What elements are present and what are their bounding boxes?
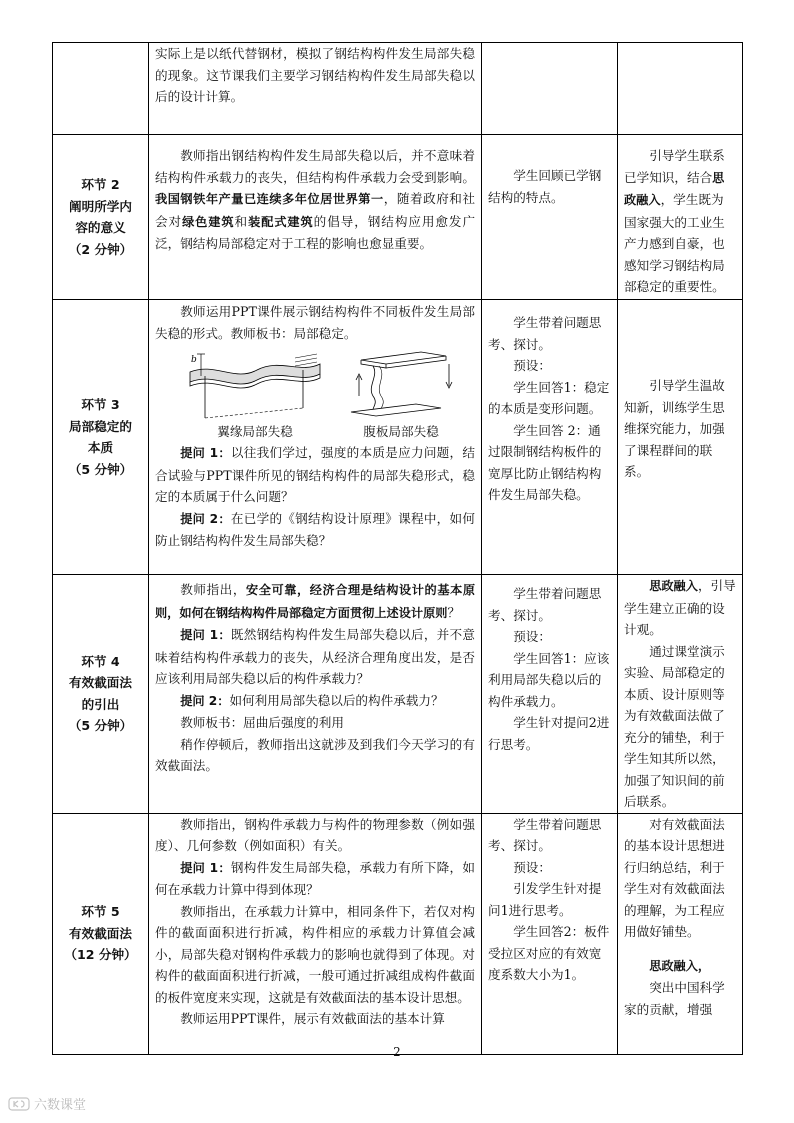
content-cell: [149, 300, 482, 575]
student-cell: [482, 813, 618, 1054]
stage-line: 有效截面法: [69, 675, 132, 691]
stage-duration: （5 分钟）: [68, 718, 133, 734]
spacer: [624, 943, 736, 955]
question-label: 提问 2：: [180, 511, 231, 526]
content-text: 的倡导，钢结构应用愈发广泛，钢结构局部稳定对于工程的影响也愈显重要。: [155, 213, 476, 251]
student-text: 学生带着问题思考、探讨。: [488, 586, 602, 623]
content-paragraph: [155, 579, 475, 624]
question-text: 既然钢结构构件发生局部失稳以后，并不意味着结构构件承载力的丧失，从经济合理角度出发，是否应该利用局部失稳以后的构件承载力？: [155, 627, 476, 686]
student-text: 学生回答 2：通过限制钢结构板件的宽厚比防止钢结构构件发生局部失稳。: [488, 422, 602, 502]
content-paragraph: [155, 145, 475, 255]
figure-caption: 翼缘局部失稳: [217, 424, 293, 439]
watermark: [8, 1094, 86, 1113]
stage-cell: [53, 813, 149, 1054]
stage-title: 环节 4: [81, 653, 120, 669]
student-cell: [482, 43, 618, 135]
lesson-plan-table: [52, 42, 743, 1055]
content-text: 和: [234, 213, 249, 229]
table-row: [53, 300, 743, 575]
content-text: 教师指出钢结构构件发生局部失稳以后，并不意味着结构构件承载力的丧失，但结构构件承载力会受到影响。: [155, 148, 475, 185]
student-text: 预设：: [513, 358, 551, 373]
design-cell: [618, 300, 743, 575]
question-label: 提问 1：: [180, 860, 231, 875]
stage-duration: （5 分钟）: [68, 461, 133, 477]
content-text: 稍作停顿后，教师指出这就涉及到我们今天学习的有效截面法。: [155, 736, 475, 773]
emphasis-text: 思政融入: [649, 579, 698, 593]
design-text: 引导学生联系已学知识，结合: [624, 148, 725, 185]
stage-line: 有效截面法: [69, 925, 132, 941]
student-text: 预设：: [513, 859, 551, 875]
design-paragraph: [624, 575, 736, 641]
student-text: 学生带着问题思考、探讨。: [488, 816, 602, 853]
dimension-label: b: [191, 355, 197, 365]
design-cell: [618, 575, 743, 814]
content-text: 教师指出，钢构件承载力与构件的物理参数（例如强度）、几何参数（例如面积）有关。: [155, 816, 475, 853]
content-cell: [149, 813, 482, 1054]
question-label: 提问 1：: [180, 446, 231, 460]
student-text: 学生针对提问2进行思考。: [488, 715, 610, 752]
stage-cell: [53, 300, 149, 575]
watermark-logo-icon: [8, 1097, 30, 1111]
student-text: 学生回答2：板件受拉区对应的有效宽度系数大小为1。: [488, 924, 610, 982]
design-text: 突出中国科学家的贡献，增强: [624, 980, 725, 1017]
student-text: 学生回顾已学钢结构的特点。: [488, 168, 602, 205]
content-text: ？: [447, 604, 461, 620]
question-text: 在已学的《钢结构设计原理》课程中，如何防止钢结构构件发生局部失稳？: [155, 510, 476, 548]
design-cell: [618, 135, 743, 300]
stage-line: 局部稳定的: [69, 418, 132, 434]
stage-line: 阐明所学内: [69, 198, 132, 214]
stage-title: 环节 5: [81, 904, 120, 920]
emphasis-text: 思政融入: [624, 170, 725, 207]
student-cell: [482, 575, 618, 814]
student-text: 学生回答1：稳定的本质是变形问题。: [488, 379, 610, 416]
flange-buckling-diagram: [185, 346, 325, 420]
student-cell: [482, 300, 618, 575]
question-paragraph: [155, 624, 475, 690]
student-text: 学生带着问题思考、探讨。: [488, 315, 602, 352]
table-row: [53, 135, 743, 300]
design-paragraph: [624, 955, 736, 978]
student-text: 引发学生针对提问1进行思考。: [488, 881, 602, 918]
design-text: 对有效截面法的基本设计思想进行归纳总结，利于学生对有效截面法的理解，为工程应用做好铺垫。: [624, 816, 725, 939]
stage-line: 容的意义: [75, 220, 126, 235]
page-number: 2: [393, 1045, 401, 1059]
content-text: 教师指出，在承载力计算中，相同条件下，若仅对构件的截面面积进行折减，构件相应的承载力计算值会减小，局部失稳对钢构件承载力的影响也就得到了体现。对构件的截面面积进行折减，一般可通过折减组成构件截面的板件宽度来实现，这就是有效截面法的基本设计思想。: [155, 903, 475, 1005]
question-text: 钢构件发生局部失稳，承载力有所下降，如何在承载力计算中得到体现？: [155, 859, 476, 897]
design-text: ，学生既为国家强大的工业生产力感到自豪，也感知学习钢结构局部稳定的重要性。: [624, 192, 725, 294]
table-row: [53, 43, 743, 135]
content-cell: [149, 43, 482, 135]
content-cell: [149, 575, 482, 814]
stage-duration: （12 分钟）: [64, 947, 137, 963]
content-text: 教师板书：屈曲后强度的利用: [180, 715, 344, 730]
stage-line: 本质: [87, 440, 114, 455]
design-text: 引导学生温故知新，训练学生思维探究能力，加强了课程群间的联系。: [624, 378, 725, 479]
content-cell: [149, 135, 482, 300]
emphasis-text: 我国钢铁年产量已连续多年位居世界第一: [155, 192, 384, 206]
stage-cell: [53, 135, 149, 300]
question-paragraph: [155, 857, 475, 901]
question-paragraph: [155, 508, 475, 552]
content-text: 教师指出，: [180, 582, 246, 597]
question-paragraph: [155, 442, 475, 508]
table-row: [53, 575, 743, 814]
question-text: 如何利用局部失稳以后的构件承载力？: [229, 692, 444, 708]
student-text: 预设：: [513, 629, 551, 644]
question-label: 提问 2：: [180, 693, 230, 708]
stage-duration: （2 分钟）: [68, 241, 133, 257]
web-buckling-figure: [331, 346, 471, 442]
stage-cell: [53, 575, 149, 814]
design-cell: [618, 43, 743, 135]
web-buckling-diagram: [331, 346, 471, 420]
stage-title: 环节 2: [81, 177, 120, 192]
emphasis-text: 装配式建筑: [248, 214, 314, 229]
design-text: ，引导学生建立正确的设计观。: [624, 578, 736, 637]
content-text: 实际上是以纸代替钢材，模拟了钢结构构件发生局部失稳的现象。这节课我们主要学习钢结构构件发生局部失稳以后的设计计算。: [155, 46, 475, 104]
emphasis-text: 绿色建筑: [182, 214, 235, 229]
question-paragraph: [155, 690, 475, 713]
content-text: 教师运用PPT课件，展示有效截面法的基本计算: [180, 1011, 445, 1026]
design-paragraph: [624, 145, 736, 298]
student-text: 学生回答1：应该利用局部失稳以后的构件承载力。: [488, 650, 610, 709]
buckling-figures: [155, 344, 475, 442]
table-row: [53, 813, 743, 1054]
design-cell: [618, 813, 743, 1054]
question-text: 以往我们学过，强度的本质是应力问题，结合试验与PPT课件所见的钢结构构件的局部失稳形式，稳定的本质属于什么问题？: [155, 445, 476, 504]
figure-caption: 腹板局部失稳: [363, 424, 439, 439]
student-cell: [482, 135, 618, 300]
design-text: 通过课堂演示实验、局部稳定的本质、设计原则等为有效截面法做了充分的铺垫，利于学生知其所以然，加强了知识间的前后联系。: [624, 643, 725, 809]
emphasis-text: 安全可靠，经济合理是结构设计的基本原则，如何在钢结构构件局部稳定方面贯彻上述设计原则: [155, 583, 476, 620]
emphasis-text: 思政融入，: [649, 958, 711, 973]
content-text: 教师运用PPT课件展示钢结构构件不同板件发生局部失稳的形式。教师板书：局部稳定。: [155, 304, 475, 341]
flange-buckling-figure: [185, 346, 325, 442]
stage-title: 环节 3: [81, 397, 120, 412]
stage-line: 的引出: [81, 696, 120, 712]
question-label: 提问 1：: [180, 628, 231, 642]
content-text: ，随着政府和社会对: [155, 191, 476, 229]
watermark-text: 六数课堂: [34, 1098, 87, 1113]
stage-cell: [53, 43, 149, 135]
